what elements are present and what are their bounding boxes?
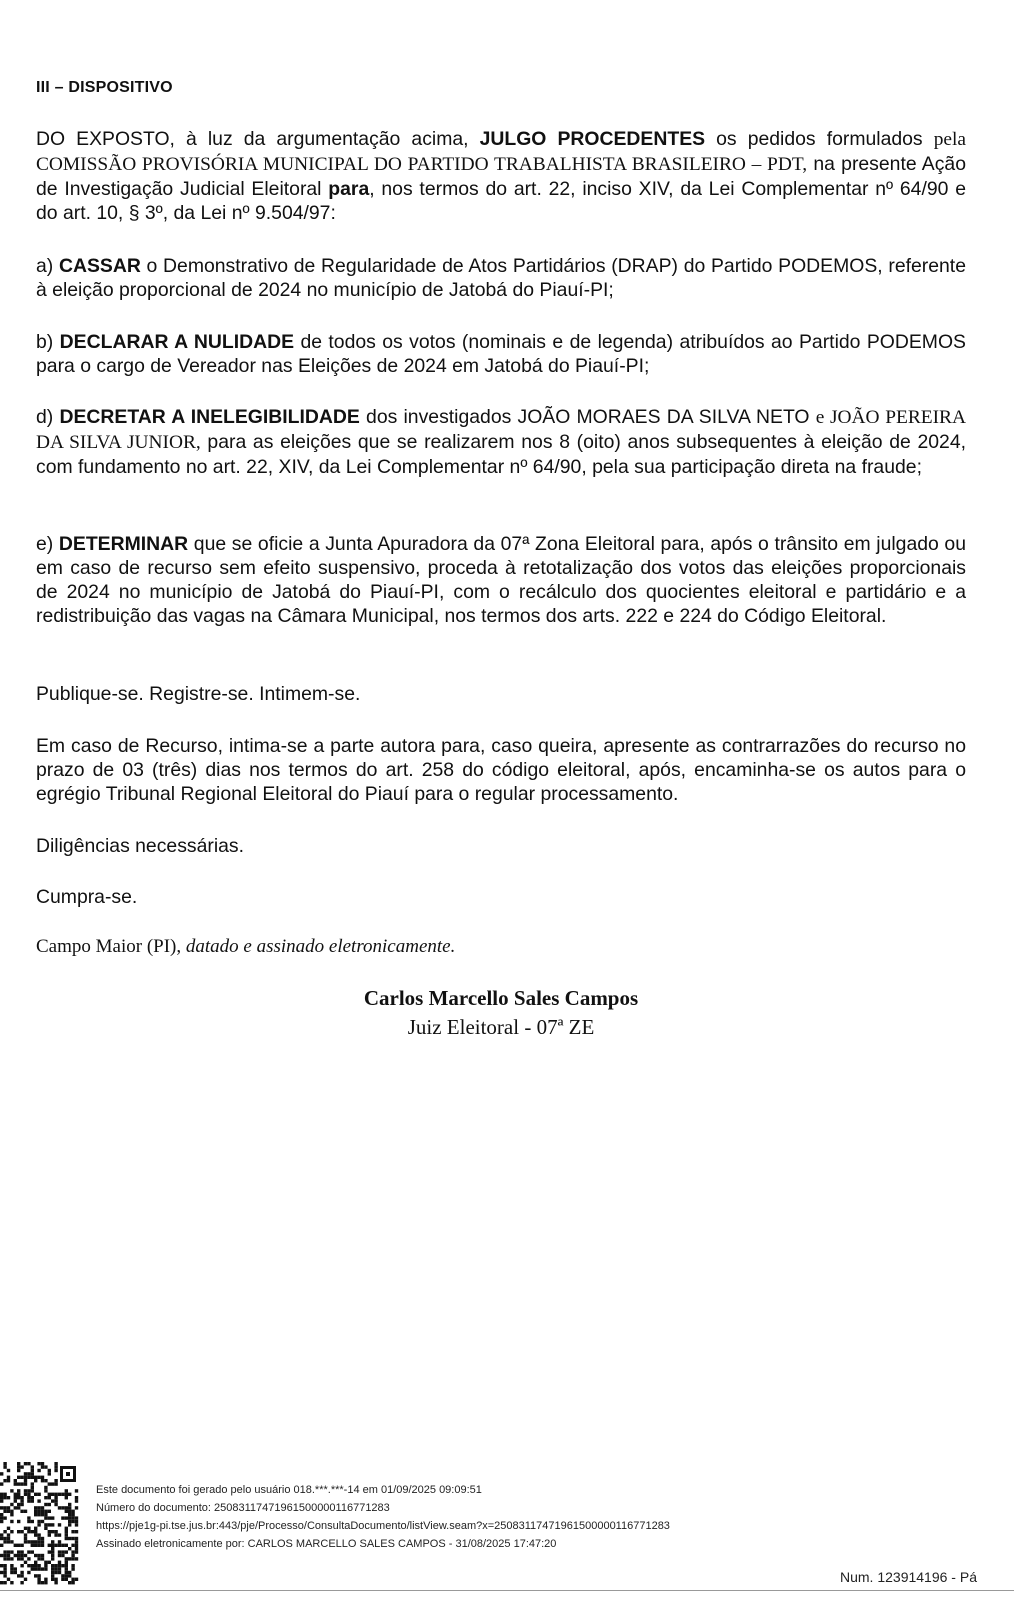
text-segment: na presente Ação de Investigação Judicial Eleitoral: [36, 153, 966, 200]
text-segment: que se oficie a Junta Apuradora da 07ª Zona Eleitoral para, após o trânsito em julgado ou em caso de recurso sem efeito suspensivo, proceda à retotalização dos votos das eleições proporcionais de 2024 no município de Jatobá do Piauí-PI, com o recálculo dos quocientes eleitoral e partidário e a redistribuição das vagas na Câmara Municipal, nos termos dos arts. 222 e 224 do Código Eleitoral.: [36, 533, 967, 627]
text-bold: DETERMINAR: [58, 533, 189, 555]
signature-role: Juiz Eleitoral - 07ª ZE: [407, 1015, 595, 1039]
text-bold: para: [328, 178, 370, 200]
section-heading: III – DISPOSITIVO: [36, 79, 173, 96]
text-segment: para as eleições que se realizarem nos 8 (oito) anos subsequentes à eleição de 2024, com fundamento no art. 22, XIV, da Lei Complementar nº 64/90, pela sua participação direta na fraude;: [36, 431, 966, 478]
paragraph-recurso: Em caso de Recurso, intima-se a parte autora para, caso queira, apresente as contrarrazões do recurso no prazo de 03 (três) dias nos termos do art. 258 do código eleitoral, após, encaminha-se os autos para o egrégio Tribunal Regional Eleitoral do Piauí para o regular processamento.: [36, 735, 966, 805]
document-footer: [96, 1481, 670, 1553]
bottom-divider: [0, 1590, 1014, 1591]
closing-line: [36, 936, 455, 958]
qr-code-icon: [0, 1462, 80, 1586]
footer-generated: Este documento foi gerado pelo usuário 018.***.***-14 em 01/09/2025 09:09:51: [96, 1484, 482, 1496]
footer-signed-by: Assinado eletronicamente por: CARLOS MARCELLO SALES CAMPOS - 31/08/2025 17:47:20: [96, 1538, 557, 1550]
signature-name: Carlos Marcello Sales Campos: [363, 986, 639, 1010]
paragraph-item-d: [36, 405, 966, 479]
footer-document-number: Número do documento: 25083117471961500000116771283: [96, 1502, 390, 1514]
text-segment: os pedidos formulados: [705, 128, 923, 150]
footer-url-link[interactable]: https://pje1g-pi.tse.jus.br:443/pje/Processo/ConsultaDocumento/listView.seam?x=25083117471961500000116771283: [96, 1520, 670, 1532]
paragraph-item-b: [36, 330, 966, 378]
paragraph-cumpra: Cumpra-se.: [36, 886, 138, 908]
paragraph-exposto: [36, 127, 966, 225]
page-number-label: Num. 123914196 - Pá: [840, 1569, 977, 1585]
text-segment: dos investigados JOÃO MORAES DA SILVA NETO: [359, 406, 816, 428]
text-segment: de todos os votos (nominais e de legenda) atribuídos ao Partido PODEMOS para o cargo de Vereador nas Eleições de 2024 em Jatobá do Piauí-PI;: [36, 331, 966, 377]
text-bold: JULGO PROCEDENTES: [479, 128, 706, 150]
paragraph-item-e: [36, 532, 966, 628]
paragraph-publique: Publique-se. Registre-se. Intimem-se.: [36, 683, 361, 705]
text-segment: DO EXPOSTO, à luz da argumentação acima,: [36, 128, 480, 150]
text-segment: b): [36, 331, 60, 353]
closing-italic: datado e assinado eletronicamente.: [185, 936, 456, 957]
paragraph-diligencias: Diligências necessárias.: [36, 835, 245, 857]
text-bold: CASSAR: [58, 255, 141, 277]
text-bold: DECRETAR A INELEGIBILIDADE: [59, 406, 360, 428]
text-segment: , nos termos do art. 22, inciso XIV, da Lei Complementar nº 64/90 e do art. 10, § 3º, da Lei nº 9.504/97:: [36, 178, 966, 224]
paragraph-item-a: [36, 254, 966, 302]
text-segment: e): [36, 533, 59, 555]
text-serif: pela COMISSÃO PROVISÓRIA MUNICIPAL DO PARTIDO TRABALHISTA BRASILEIRO – PDT,: [36, 129, 966, 175]
text-serif: e JOÃO PEREIRA DA SILVA JUNIOR,: [36, 407, 966, 453]
text-segment: a): [36, 255, 59, 277]
text-segment: d): [36, 406, 60, 428]
closing-place: Campo Maior (PI),: [36, 936, 186, 957]
text-segment: o Demonstrativo de Regularidade de Atos Partidários (DRAP) do Partido PODEMOS, referente à eleição proporcional de 2024 no município de Jatobá do Piauí-PI;: [36, 255, 966, 301]
text-bold: DECLARAR A NULIDADE: [59, 331, 295, 353]
